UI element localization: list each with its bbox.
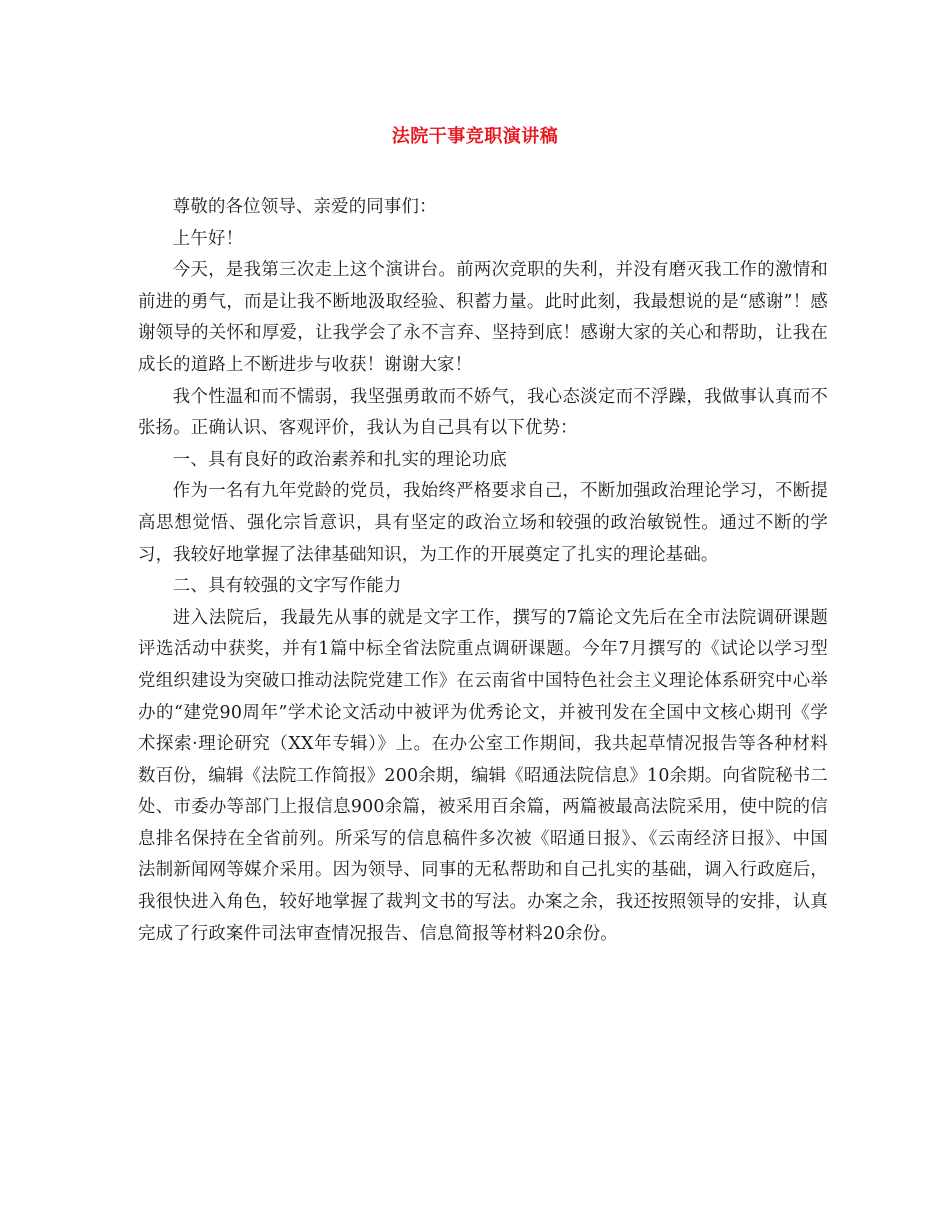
section-heading-writing-ability: 二、具有较强的文字写作能力 — [172, 576, 402, 597]
paragraph-salutation: 尊敬的各位领导、亲爱的同事们： — [172, 197, 437, 217]
document-title: 法院干事竞职演讲稿 — [391, 126, 559, 147]
document-body — [138, 192, 828, 950]
paragraph-self-assessment: 我个性温和而不懦弱，我坚强勇敢而不娇气，我心态淡定而不浮躁，我做事认真而不张扬。正确认识、客观评价，我认为自己具有以下优势： — [138, 386, 828, 439]
paragraph-political-literacy: 作为一名有九年党龄的党员，我始终严格要求自己，不断加强政治理论学习，不断提高思想觉悟、强化宗旨意识，具有坚定的政治立场和较强的政治敏锐性。通过不断的学习，我较好地掌握了法律基础知识，为工作的开展奠定了扎实的理论基础。 — [138, 481, 828, 565]
section-heading-political-literacy: 一、具有良好的政治素养和扎实的理论功底 — [172, 449, 508, 470]
paragraph-greeting: 上午好！ — [172, 228, 244, 249]
paragraph-writing-ability: 进入法院后，我最先从事的就是文字工作，撰写的7篇论文先后在全市法院调研课题评选活动中获奖，并有1篇中标全省法院重点调研课题。今年7月撰写的《试论以学习型党组织建设为突破口推动法院党建工作》在云南省中国特色社会主义理论体系研究中心举办的“建党90周年”学术论文活动中被评为优秀论文，并被刊发在全国中文核心期刊《学术探索·理论研究（XX年专辑）》上。在办公室工作期间，我共起草情况报告等各种材料数百份，编辑《法院工作简报》200余期，编辑《昭通法院信息》10余期。向省院秘书二处、市委办等部门上报信息900余篇，被采用百余篇，两篇被最高法院采用，使中院的信息排名保持在全省前列。所采写的信息稿件多次被《昭通日报》、《云南经济日报》、中国法制新闻网等媒介采用。因为领导、同事的无私帮助和自己扎实的基础，调入行政庭后，我很快进入角色，较好地掌握了裁判文书的写法。办案之余，我还按照领导的安排，认真完成了行政案件司法审查情况报告、信息简报等材料20余份。 — [138, 607, 828, 944]
paragraph-opening: 今天，是我第三次走上这个演讲台。前两次竞职的失利，并没有磨灭我工作的激情和前进的勇气，而是让我不断地汲取经验、积蓄力量。此时此刻，我最想说的是“感谢”！感谢领导的关怀和厚爱，让我学会了永不言弃、坚持到底！感谢大家的关心和帮助，让我在成长的道路上不断进步与收获！谢谢大家！ — [138, 260, 828, 375]
